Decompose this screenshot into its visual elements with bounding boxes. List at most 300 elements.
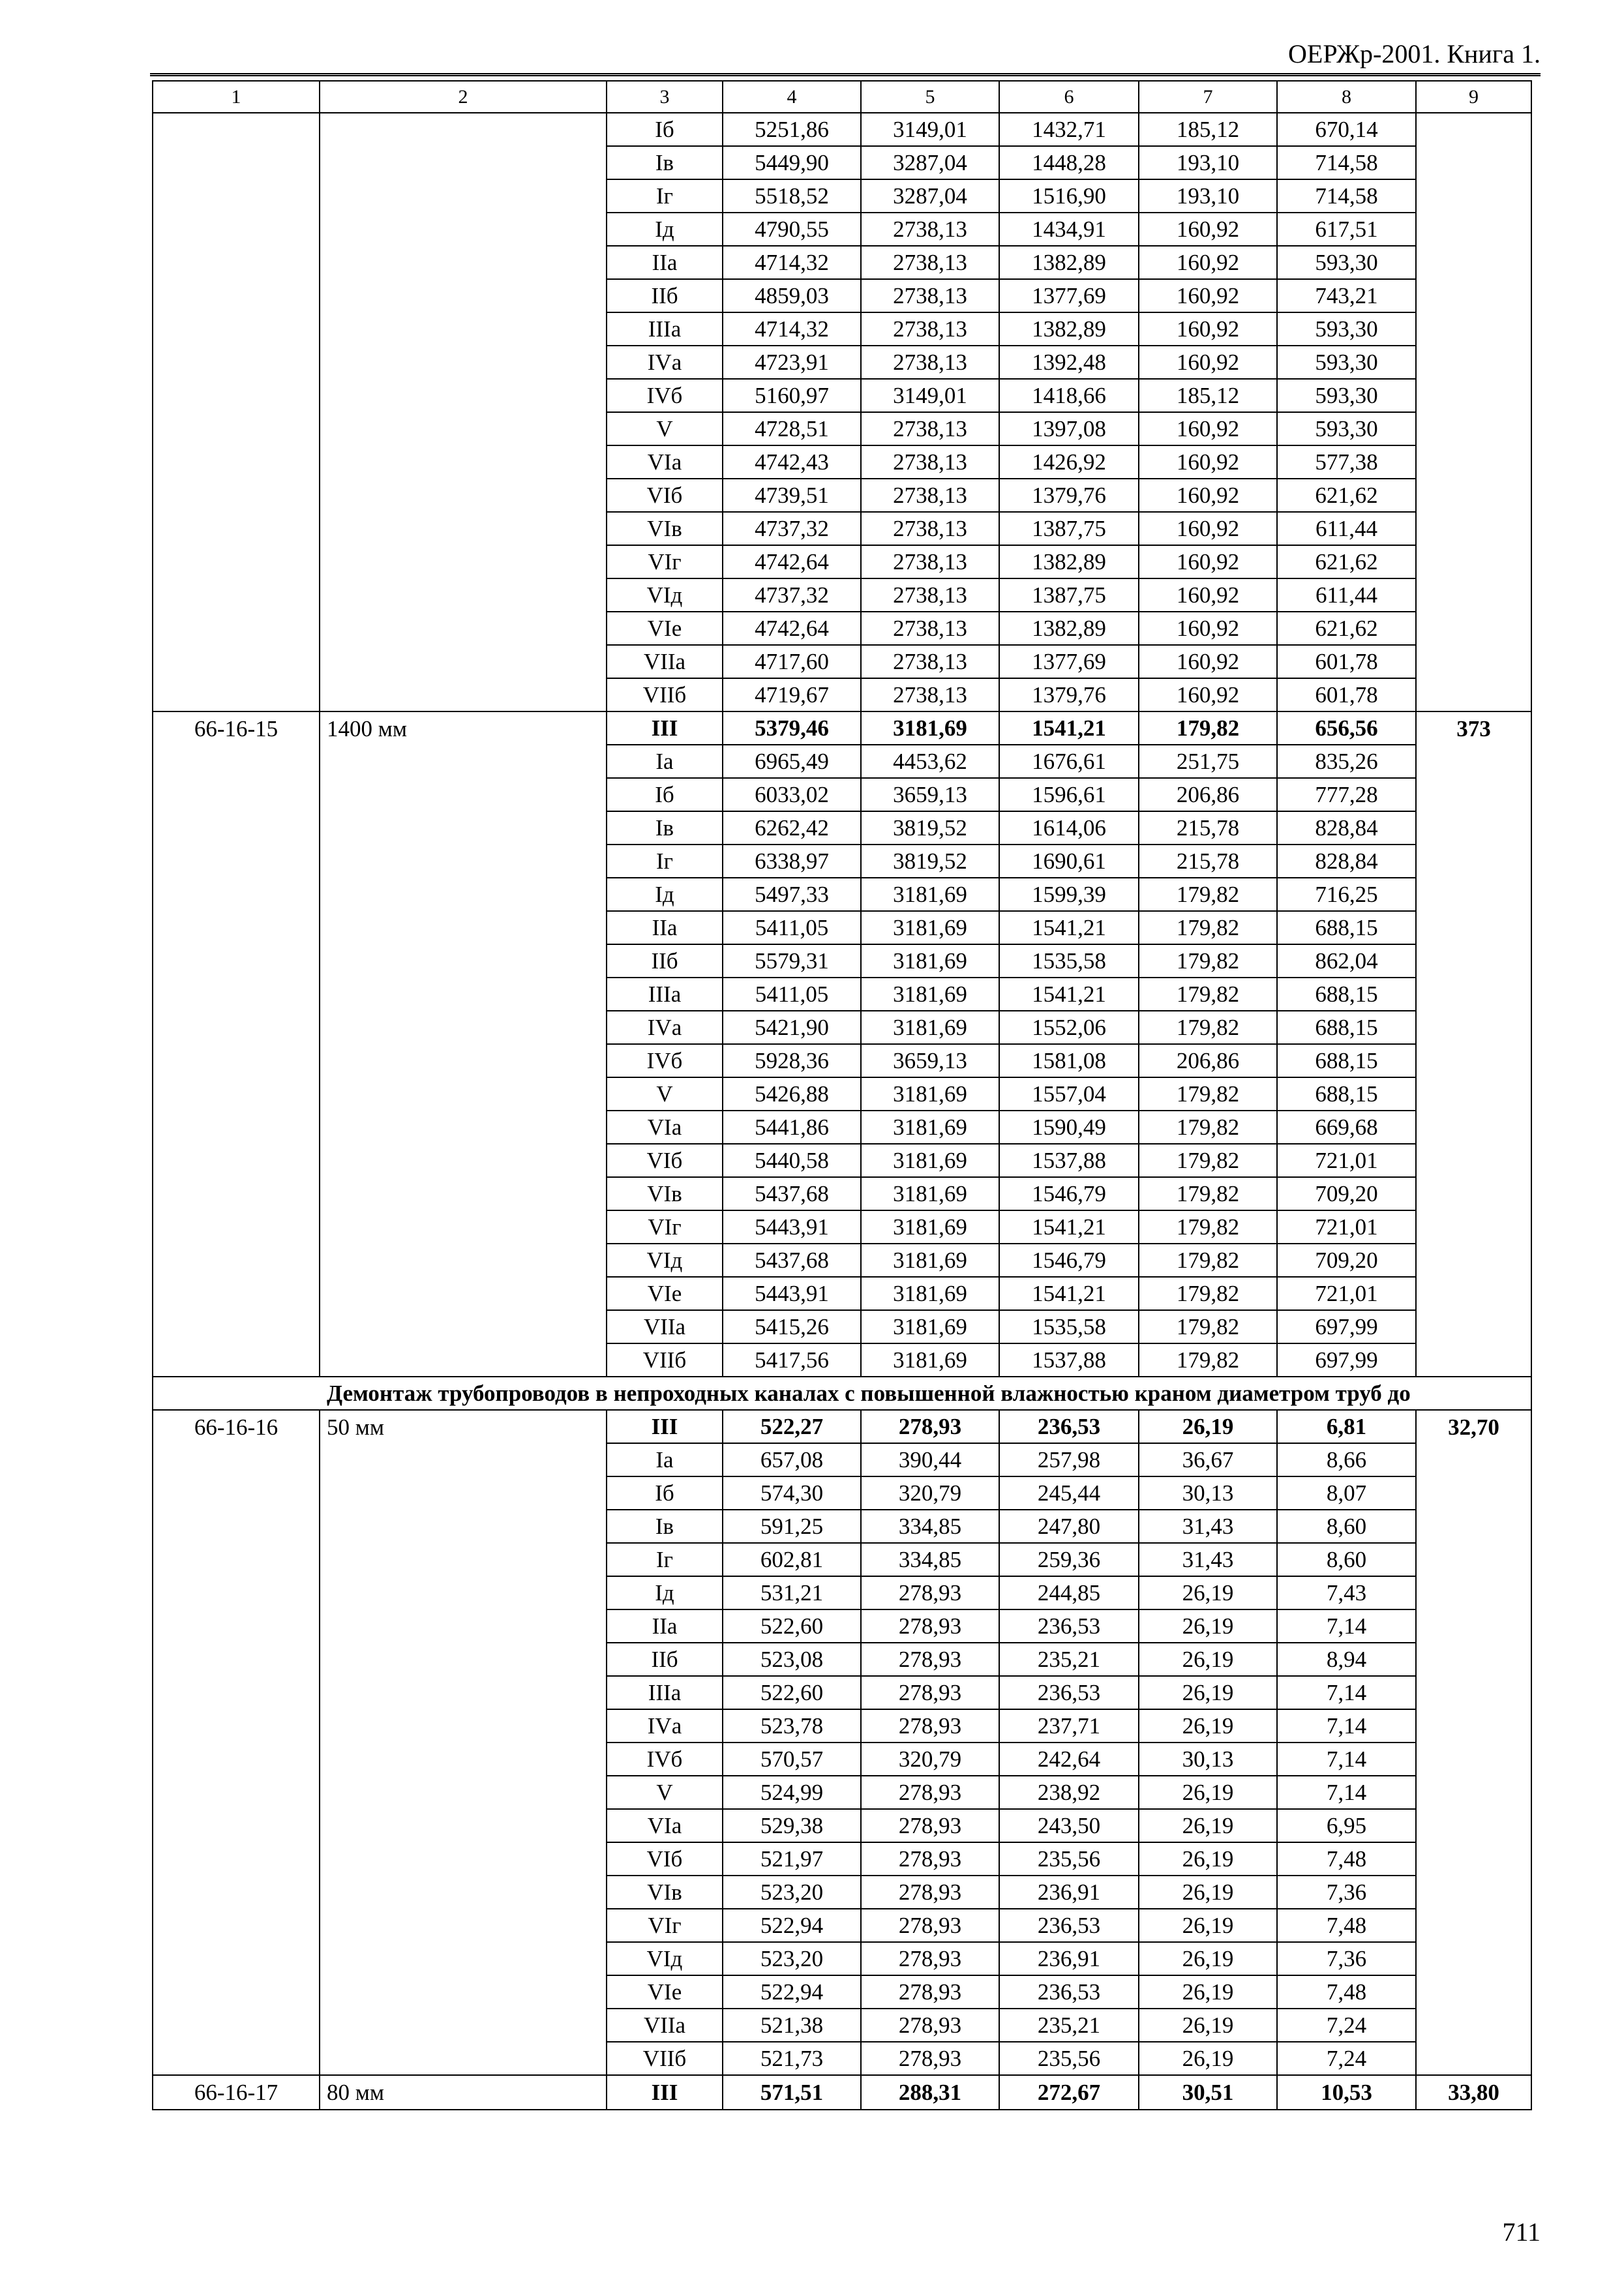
- class-cell: Iд: [607, 213, 723, 246]
- machine-cost-cell: 236,53: [999, 1609, 1139, 1643]
- labor-cost-cell: 3181,69: [861, 911, 999, 944]
- total-cost-cell: 4739,51: [723, 479, 861, 512]
- labor-cost-cell: 390,44: [861, 1443, 999, 1476]
- class-cell: III: [607, 2075, 723, 2110]
- total-cost-cell: 5443,91: [723, 1277, 861, 1310]
- machine-cost-cell: 1541,21: [999, 1210, 1139, 1244]
- labor-cost-cell: 3659,13: [861, 1044, 999, 1077]
- materials-cost-cell: 709,20: [1277, 1244, 1416, 1277]
- machine-cost-cell: 1379,76: [999, 678, 1139, 711]
- class-cell: III: [607, 711, 723, 745]
- materials-cost-cell: 714,58: [1277, 146, 1416, 179]
- machine-cost-cell: 236,53: [999, 1909, 1139, 1942]
- machine-cost-cell: 1377,69: [999, 645, 1139, 678]
- machine-cost-cell: 235,21: [999, 2009, 1139, 2042]
- materials-cost-cell: 828,84: [1277, 845, 1416, 878]
- total-cost-cell: 5411,05: [723, 978, 861, 1011]
- labor-cost-cell: 3659,13: [861, 778, 999, 811]
- machinist-wage-cell: 179,82: [1139, 1144, 1277, 1177]
- class-cell: VIIб: [607, 678, 723, 711]
- machinist-wage-cell: 179,82: [1139, 1177, 1277, 1210]
- materials-cost-cell: 7,14: [1277, 1676, 1416, 1709]
- materials-cost-cell: 828,84: [1277, 811, 1416, 845]
- class-cell: Iв: [607, 811, 723, 845]
- machine-cost-cell: 1590,49: [999, 1111, 1139, 1144]
- materials-cost-cell: 670,14: [1277, 113, 1416, 146]
- labor-cost-cell: 2738,13: [861, 512, 999, 545]
- class-cell: IIIа: [607, 312, 723, 346]
- labor-cost-cell: 2738,13: [861, 346, 999, 379]
- materials-cost-cell: 688,15: [1277, 978, 1416, 1011]
- machinist-wage-cell: 185,12: [1139, 379, 1277, 412]
- machine-cost-cell: 236,53: [999, 1975, 1139, 2009]
- machinist-wage-cell: 26,19: [1139, 1909, 1277, 1942]
- materials-cost-cell: 7,48: [1277, 1909, 1416, 1942]
- machine-cost-cell: 1535,58: [999, 1310, 1139, 1343]
- materials-cost-cell: 777,28: [1277, 778, 1416, 811]
- machinist-wage-cell: 215,78: [1139, 845, 1277, 878]
- labor-cost-cell: 278,93: [861, 1809, 999, 1842]
- machine-cost-cell: 1676,61: [999, 745, 1139, 778]
- machinist-wage-cell: 160,92: [1139, 678, 1277, 711]
- materials-cost-cell: 835,26: [1277, 745, 1416, 778]
- materials-cost-cell: 8,07: [1277, 1476, 1416, 1510]
- machinist-wage-cell: 160,92: [1139, 512, 1277, 545]
- machinist-wage-cell: 160,92: [1139, 645, 1277, 678]
- column-number-cell: 4: [723, 81, 861, 113]
- materials-cost-cell: 8,66: [1277, 1443, 1416, 1476]
- machine-cost-cell: 257,98: [999, 1443, 1139, 1476]
- total-cost-cell: 591,25: [723, 1510, 861, 1543]
- total-cost-cell: 4728,51: [723, 412, 861, 445]
- total-cost-cell: 531,21: [723, 1576, 861, 1609]
- labor-cost-cell: 334,85: [861, 1543, 999, 1576]
- class-cell: IIа: [607, 911, 723, 944]
- machinist-wage-cell: 160,92: [1139, 412, 1277, 445]
- column-number-cell: 6: [999, 81, 1139, 113]
- total-cost-cell: 522,60: [723, 1676, 861, 1709]
- total-cost-cell: 522,94: [723, 1909, 861, 1942]
- total-cost-cell: 522,60: [723, 1609, 861, 1643]
- total-cost-cell: 5497,33: [723, 878, 861, 911]
- total-cost-cell: 5579,31: [723, 944, 861, 978]
- class-cell: IIб: [607, 279, 723, 312]
- machinist-wage-cell: 206,86: [1139, 778, 1277, 811]
- header-double-rule: [150, 73, 1541, 76]
- labor-cost-cell: 278,93: [861, 1909, 999, 1942]
- machinist-wage-cell: 26,19: [1139, 1643, 1277, 1676]
- materials-cost-cell: 617,51: [1277, 213, 1416, 246]
- machine-cost-cell: 1546,79: [999, 1177, 1139, 1210]
- labor-cost-cell: 2738,13: [861, 312, 999, 346]
- total-cost-cell: 4717,60: [723, 645, 861, 678]
- materials-cost-cell: 7,14: [1277, 1709, 1416, 1743]
- total-cost-cell: 522,27: [723, 1410, 861, 1443]
- labor-cost-cell: 278,93: [861, 1942, 999, 1975]
- total-cost-cell: 4742,64: [723, 612, 861, 645]
- labor-cost-cell: 3181,69: [861, 978, 999, 1011]
- total-cost-cell: 5417,56: [723, 1343, 861, 1377]
- machinist-wage-cell: 26,19: [1139, 1975, 1277, 2009]
- labor-cost-cell: 278,93: [861, 2042, 999, 2075]
- materials-cost-cell: 8,60: [1277, 1510, 1416, 1543]
- labor-cost-cell: 278,93: [861, 1643, 999, 1676]
- machinist-wage-cell: 26,19: [1139, 1576, 1277, 1609]
- materials-cost-cell: 8,60: [1277, 1543, 1416, 1576]
- labor-cost-cell: 3181,69: [861, 1310, 999, 1343]
- machinist-wage-cell: 26,19: [1139, 2009, 1277, 2042]
- class-cell: VIд: [607, 1244, 723, 1277]
- machinist-wage-cell: 26,19: [1139, 1676, 1277, 1709]
- labor-cost-cell: 3181,69: [861, 1277, 999, 1310]
- machine-cost-cell: 1690,61: [999, 845, 1139, 878]
- materials-cost-cell: 593,30: [1277, 246, 1416, 279]
- machine-cost-cell: 1535,58: [999, 944, 1139, 978]
- class-cell: VIб: [607, 1144, 723, 1177]
- machinist-wage-cell: 26,19: [1139, 1809, 1277, 1842]
- materials-cost-cell: 688,15: [1277, 1077, 1416, 1111]
- class-cell: VIIа: [607, 1310, 723, 1343]
- machine-cost-cell: 1541,21: [999, 711, 1139, 745]
- class-cell: VIв: [607, 1876, 723, 1909]
- class-cell: VIг: [607, 545, 723, 578]
- total-cost-cell: 571,51: [723, 2075, 861, 2110]
- materials-cost-cell: 7,14: [1277, 1609, 1416, 1643]
- machine-cost-cell: 1377,69: [999, 279, 1139, 312]
- total-cost-cell: 524,99: [723, 1776, 861, 1809]
- labor-cost-cell: 2738,13: [861, 213, 999, 246]
- total-cost-cell: 5379,46: [723, 711, 861, 745]
- class-cell: VIа: [607, 1809, 723, 1842]
- rate-code: 66-16-17: [153, 2075, 320, 2110]
- total-cost-cell: 4723,91: [723, 346, 861, 379]
- section-row: [153, 1377, 1531, 1410]
- machinist-wage-cell: 206,86: [1139, 1044, 1277, 1077]
- materials-cost-cell: 8,94: [1277, 1643, 1416, 1676]
- machine-cost-cell: 1541,21: [999, 1277, 1139, 1310]
- machine-cost-cell: 1382,89: [999, 612, 1139, 645]
- labor-cost-cell: 3819,52: [861, 811, 999, 845]
- labor-cost-cell: 4453,62: [861, 745, 999, 778]
- class-cell: VIг: [607, 1909, 723, 1942]
- machine-cost-cell: 235,21: [999, 1643, 1139, 1676]
- materials-cost-cell: 721,01: [1277, 1277, 1416, 1310]
- machinist-wage-cell: 160,92: [1139, 346, 1277, 379]
- machine-cost-cell: 259,36: [999, 1543, 1139, 1576]
- class-cell: III: [607, 1410, 723, 1443]
- labor-cost-cell: 3181,69: [861, 878, 999, 911]
- machinist-wage-cell: 31,43: [1139, 1510, 1277, 1543]
- class-cell: VIа: [607, 1111, 723, 1144]
- class-cell: VIв: [607, 512, 723, 545]
- total-cost-cell: 6338,97: [723, 845, 861, 878]
- labor-cost-cell: 3181,69: [861, 1011, 999, 1044]
- labor-hours-cell: 373: [1416, 711, 1531, 1377]
- class-cell: IIа: [607, 246, 723, 279]
- materials-cost-cell: 593,30: [1277, 346, 1416, 379]
- rate-code: [153, 113, 320, 711]
- machinist-wage-cell: 193,10: [1139, 146, 1277, 179]
- labor-cost-cell: 3181,69: [861, 711, 999, 745]
- class-cell: VIIб: [607, 1343, 723, 1377]
- total-cost-cell: 6262,42: [723, 811, 861, 845]
- class-cell: Iб: [607, 1476, 723, 1510]
- materials-cost-cell: 621,62: [1277, 612, 1416, 645]
- labor-cost-cell: 3181,69: [861, 1244, 999, 1277]
- machinist-wage-cell: 215,78: [1139, 811, 1277, 845]
- page-header-title: ОЕРЖр-2001. Книга 1.: [1288, 39, 1541, 68]
- machinist-wage-cell: 160,92: [1139, 545, 1277, 578]
- class-cell: Iб: [607, 113, 723, 146]
- materials-cost-cell: 593,30: [1277, 312, 1416, 346]
- column-number-cell: 3: [607, 81, 723, 113]
- machine-cost-cell: 235,56: [999, 2042, 1139, 2075]
- total-cost-cell: 4790,55: [723, 213, 861, 246]
- machinist-wage-cell: 160,92: [1139, 578, 1277, 612]
- total-cost-cell: 5440,58: [723, 1144, 861, 1177]
- machine-cost-cell: 1516,90: [999, 179, 1139, 213]
- machinist-wage-cell: 26,19: [1139, 1876, 1277, 1909]
- machinist-wage-cell: 179,82: [1139, 878, 1277, 911]
- labor-cost-cell: 278,93: [861, 1410, 999, 1443]
- materials-cost-cell: 656,56: [1277, 711, 1416, 745]
- machine-cost-cell: 1426,92: [999, 445, 1139, 479]
- rate-main-row: [153, 711, 1531, 745]
- materials-cost-cell: 601,78: [1277, 645, 1416, 678]
- machinist-wage-cell: 26,19: [1139, 1842, 1277, 1876]
- labor-cost-cell: 2738,13: [861, 612, 999, 645]
- materials-cost-cell: 669,68: [1277, 1111, 1416, 1144]
- total-cost-cell: 5415,26: [723, 1310, 861, 1343]
- class-cell: Iв: [607, 1510, 723, 1543]
- machinist-wage-cell: 30,13: [1139, 1743, 1277, 1776]
- class-cell: IIIа: [607, 1676, 723, 1709]
- machinist-wage-cell: 160,92: [1139, 479, 1277, 512]
- materials-cost-cell: 7,48: [1277, 1975, 1416, 2009]
- column-number-cell: 5: [861, 81, 999, 113]
- machine-cost-cell: 245,44: [999, 1476, 1139, 1510]
- materials-cost-cell: 7,24: [1277, 2042, 1416, 2075]
- total-cost-cell: 4719,67: [723, 678, 861, 711]
- rate-name: 80 мм: [320, 2075, 607, 2110]
- machinist-wage-cell: 179,82: [1139, 711, 1277, 745]
- machine-cost-cell: 1387,75: [999, 578, 1139, 612]
- materials-cost-cell: 721,01: [1277, 1210, 1416, 1244]
- machine-cost-cell: 1599,39: [999, 878, 1139, 911]
- labor-cost-cell: 3181,69: [861, 944, 999, 978]
- class-cell: IVа: [607, 346, 723, 379]
- machinist-wage-cell: 179,82: [1139, 1343, 1277, 1377]
- class-cell: Iб: [607, 778, 723, 811]
- machine-cost-cell: 1541,21: [999, 911, 1139, 944]
- machinist-wage-cell: 179,82: [1139, 1077, 1277, 1111]
- materials-cost-cell: 7,43: [1277, 1576, 1416, 1609]
- materials-cost-cell: 7,24: [1277, 2009, 1416, 2042]
- machinist-wage-cell: 160,92: [1139, 279, 1277, 312]
- machinist-wage-cell: 30,51: [1139, 2075, 1277, 2110]
- machine-cost-cell: 1432,71: [999, 113, 1139, 146]
- machine-cost-cell: 1392,48: [999, 346, 1139, 379]
- total-cost-cell: 657,08: [723, 1443, 861, 1476]
- rate-name: 50 мм: [320, 1410, 607, 2075]
- machine-cost-cell: 1379,76: [999, 479, 1139, 512]
- materials-cost-cell: 10,53: [1277, 2075, 1416, 2110]
- materials-cost-cell: 688,15: [1277, 911, 1416, 944]
- labor-cost-cell: 2738,13: [861, 678, 999, 711]
- materials-cost-cell: 593,30: [1277, 412, 1416, 445]
- class-cell: VIа: [607, 445, 723, 479]
- machine-cost-cell: 236,91: [999, 1942, 1139, 1975]
- labor-cost-cell: 2738,13: [861, 578, 999, 612]
- materials-cost-cell: 714,58: [1277, 179, 1416, 213]
- machinist-wage-cell: 179,82: [1139, 978, 1277, 1011]
- total-cost-cell: 5449,90: [723, 146, 861, 179]
- machine-cost-cell: 272,67: [999, 2075, 1139, 2110]
- machinist-wage-cell: 160,92: [1139, 312, 1277, 346]
- total-cost-cell: 5518,52: [723, 179, 861, 213]
- labor-cost-cell: 2738,13: [861, 645, 999, 678]
- materials-cost-cell: 6,81: [1277, 1410, 1416, 1443]
- labor-cost-cell: 2738,13: [861, 246, 999, 279]
- machine-cost-cell: 242,64: [999, 1743, 1139, 1776]
- machinist-wage-cell: 185,12: [1139, 113, 1277, 146]
- machinist-wage-cell: 179,82: [1139, 1111, 1277, 1144]
- materials-cost-cell: 601,78: [1277, 678, 1416, 711]
- machine-cost-cell: 1382,89: [999, 246, 1139, 279]
- machine-cost-cell: 1382,89: [999, 312, 1139, 346]
- class-cell: Iг: [607, 179, 723, 213]
- machine-cost-cell: 238,92: [999, 1776, 1139, 1809]
- labor-cost-cell: 320,79: [861, 1476, 999, 1510]
- materials-cost-cell: 7,14: [1277, 1776, 1416, 1809]
- rate-variant-row: [153, 113, 1531, 146]
- class-cell: IVа: [607, 1709, 723, 1743]
- class-cell: Iа: [607, 1443, 723, 1476]
- materials-cost-cell: 721,01: [1277, 1144, 1416, 1177]
- materials-cost-cell: 593,30: [1277, 379, 1416, 412]
- materials-cost-cell: 688,15: [1277, 1044, 1416, 1077]
- class-cell: V: [607, 412, 723, 445]
- column-number-cell: 1: [153, 81, 320, 113]
- class-cell: VIд: [607, 1942, 723, 1975]
- rate-main-row: [153, 2075, 1531, 2110]
- materials-cost-cell: 611,44: [1277, 512, 1416, 545]
- total-cost-cell: 521,73: [723, 2042, 861, 2075]
- class-cell: IIб: [607, 1643, 723, 1676]
- total-cost-cell: 5443,91: [723, 1210, 861, 1244]
- machinist-wage-cell: 26,19: [1139, 1609, 1277, 1643]
- machine-cost-cell: 236,91: [999, 1876, 1139, 1909]
- labor-hours-cell: 33,80: [1416, 2075, 1531, 2110]
- labor-cost-cell: 3181,69: [861, 1077, 999, 1111]
- labor-cost-cell: 278,93: [861, 1876, 999, 1909]
- column-number-row: [153, 81, 1531, 113]
- machinist-wage-cell: 36,67: [1139, 1443, 1277, 1476]
- total-cost-cell: 574,30: [723, 1476, 861, 1510]
- machine-cost-cell: 1537,88: [999, 1144, 1139, 1177]
- class-cell: VIб: [607, 479, 723, 512]
- total-cost-cell: 5437,68: [723, 1177, 861, 1210]
- class-cell: Iг: [607, 845, 723, 878]
- machine-cost-cell: 1397,08: [999, 412, 1139, 445]
- materials-cost-cell: 697,99: [1277, 1310, 1416, 1343]
- machine-cost-cell: 1387,75: [999, 512, 1139, 545]
- total-cost-cell: 4742,43: [723, 445, 861, 479]
- rate-name: 1400 мм: [320, 711, 607, 1377]
- labor-cost-cell: 278,93: [861, 1776, 999, 1809]
- column-number-cell: 8: [1277, 81, 1416, 113]
- class-cell: Iд: [607, 1576, 723, 1609]
- labor-cost-cell: 3287,04: [861, 179, 999, 213]
- labor-cost-cell: 3181,69: [861, 1111, 999, 1144]
- labor-cost-cell: 278,93: [861, 1975, 999, 2009]
- machinist-wage-cell: 179,82: [1139, 1277, 1277, 1310]
- section-title: Демонтаж трубопроводов в непроходных каналах с повышенной влажностью краном диаметром труб до: [153, 1377, 1531, 1410]
- machinist-wage-cell: 30,13: [1139, 1476, 1277, 1510]
- materials-cost-cell: 697,99: [1277, 1343, 1416, 1377]
- machine-cost-cell: 237,71: [999, 1709, 1139, 1743]
- class-cell: V: [607, 1776, 723, 1809]
- class-cell: Iа: [607, 745, 723, 778]
- labor-cost-cell: 3181,69: [861, 1210, 999, 1244]
- machine-cost-cell: 1581,08: [999, 1044, 1139, 1077]
- total-cost-cell: 6965,49: [723, 745, 861, 778]
- materials-cost-cell: 709,20: [1277, 1177, 1416, 1210]
- rate-name: [320, 113, 607, 711]
- class-cell: VIе: [607, 612, 723, 645]
- machine-cost-cell: 1537,88: [999, 1343, 1139, 1377]
- machine-cost-cell: 1546,79: [999, 1244, 1139, 1277]
- machine-cost-cell: 1552,06: [999, 1011, 1139, 1044]
- machine-cost-cell: 244,85: [999, 1576, 1139, 1609]
- class-cell: V: [607, 1077, 723, 1111]
- class-cell: IVб: [607, 1743, 723, 1776]
- machinist-wage-cell: 160,92: [1139, 612, 1277, 645]
- total-cost-cell: 523,20: [723, 1942, 861, 1975]
- materials-cost-cell: 6,95: [1277, 1809, 1416, 1842]
- total-cost-cell: 4737,32: [723, 578, 861, 612]
- machinist-wage-cell: 179,82: [1139, 1310, 1277, 1343]
- class-cell: IIIа: [607, 978, 723, 1011]
- machinist-wage-cell: 26,19: [1139, 1942, 1277, 1975]
- total-cost-cell: 4859,03: [723, 279, 861, 312]
- labor-cost-cell: 278,93: [861, 1676, 999, 1709]
- class-cell: Iд: [607, 878, 723, 911]
- class-cell: Iв: [607, 146, 723, 179]
- rate-code: 66-16-15: [153, 711, 320, 1377]
- machine-cost-cell: 1596,61: [999, 778, 1139, 811]
- rate-main-row: [153, 1410, 1531, 1443]
- labor-cost-cell: 3181,69: [861, 1177, 999, 1210]
- machinist-wage-cell: 179,82: [1139, 911, 1277, 944]
- labor-cost-cell: 278,93: [861, 1576, 999, 1609]
- total-cost-cell: 521,38: [723, 2009, 861, 2042]
- machine-cost-cell: 1418,66: [999, 379, 1139, 412]
- materials-cost-cell: 7,36: [1277, 1876, 1416, 1909]
- class-cell: VIIб: [607, 2042, 723, 2075]
- total-cost-cell: 522,94: [723, 1975, 861, 2009]
- machinist-wage-cell: 26,19: [1139, 1776, 1277, 1809]
- labor-cost-cell: 278,93: [861, 1842, 999, 1876]
- machine-cost-cell: 1382,89: [999, 545, 1139, 578]
- class-cell: VIе: [607, 1277, 723, 1310]
- materials-cost-cell: 621,62: [1277, 479, 1416, 512]
- column-number-cell: 2: [320, 81, 607, 113]
- class-cell: VIб: [607, 1842, 723, 1876]
- labor-cost-cell: 288,31: [861, 2075, 999, 2110]
- class-cell: IVб: [607, 379, 723, 412]
- total-cost-cell: 5426,88: [723, 1077, 861, 1111]
